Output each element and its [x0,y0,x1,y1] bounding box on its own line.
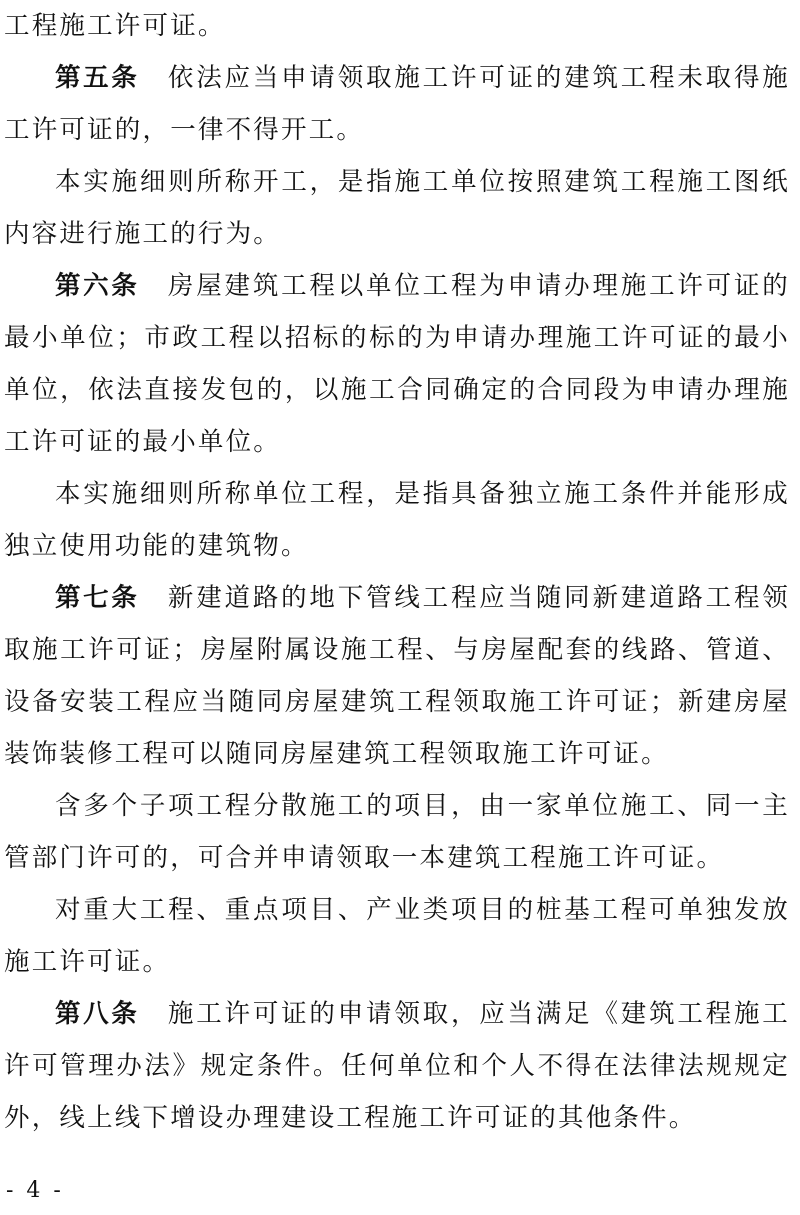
article-8-paragraph [4,988,790,1144]
paragraph [4,468,790,572]
article-5-paragraph [4,52,790,156]
article-number: 第六条 [55,271,140,301]
article-number: 第八条 [55,999,140,1029]
article-number: 第五条 [55,63,140,93]
paragraph [4,884,790,988]
paragraph-text: 本实施细则所称单位工程，是指具备独立施工条件并能形成独立使用功能的建筑物。 [4,479,790,561]
paragraph [4,780,790,884]
paragraph-continuation [4,0,790,52]
article-7-paragraph [4,572,790,780]
paragraph-text: 工程施工许可证。 [4,11,226,41]
document-body [4,0,790,1144]
paragraph-text: 本实施细则所称开工，是指施工单位按照建筑工程施工图纸内容进行施工的行为。 [4,167,790,249]
paragraph-text: 新建道路的地下管线工程应当随同新建道路工程领取施工许可证；房屋附属设施工程、与房屋配套的线路、管道、设备安装工程应当随同房屋建筑工程领取施工许可证；新建房屋装饰装修工程可以随同房屋建筑工程领取施工许可证。 [4,583,790,769]
article-6-paragraph [4,260,790,468]
paragraph-text: 含多个子项工程分散施工的项目，由一家单位施工、同一主管部门许可的，可合并申请领取一本建筑工程施工许可证。 [4,791,790,873]
paragraph-text: 房屋建筑工程以单位工程为申请办理施工许可证的最小单位；市政工程以招标的标的为申请办理施工许可证的最小单位，依法直接发包的，以施工合同确定的合同段为申请办理施工许可证的最小单位。 [4,271,790,457]
paragraph-text: 依法应当申请领取施工许可证的建筑工程未取得施工许可证的，一律不得开工。 [4,63,790,145]
paragraph-text: 对重大工程、重点项目、产业类项目的桩基工程可单独发放施工许可证。 [4,895,790,977]
paragraph [4,156,790,260]
page-number: - 4 - [6,1178,64,1203]
paragraph-text: 施工许可证的申请领取，应当满足《建筑工程施工许可管理办法》规定条件。任何单位和个人不得在法律法规规定外，线上线下增设办理建设工程施工许可证的其他条件。 [4,999,790,1133]
article-number: 第七条 [55,583,140,613]
